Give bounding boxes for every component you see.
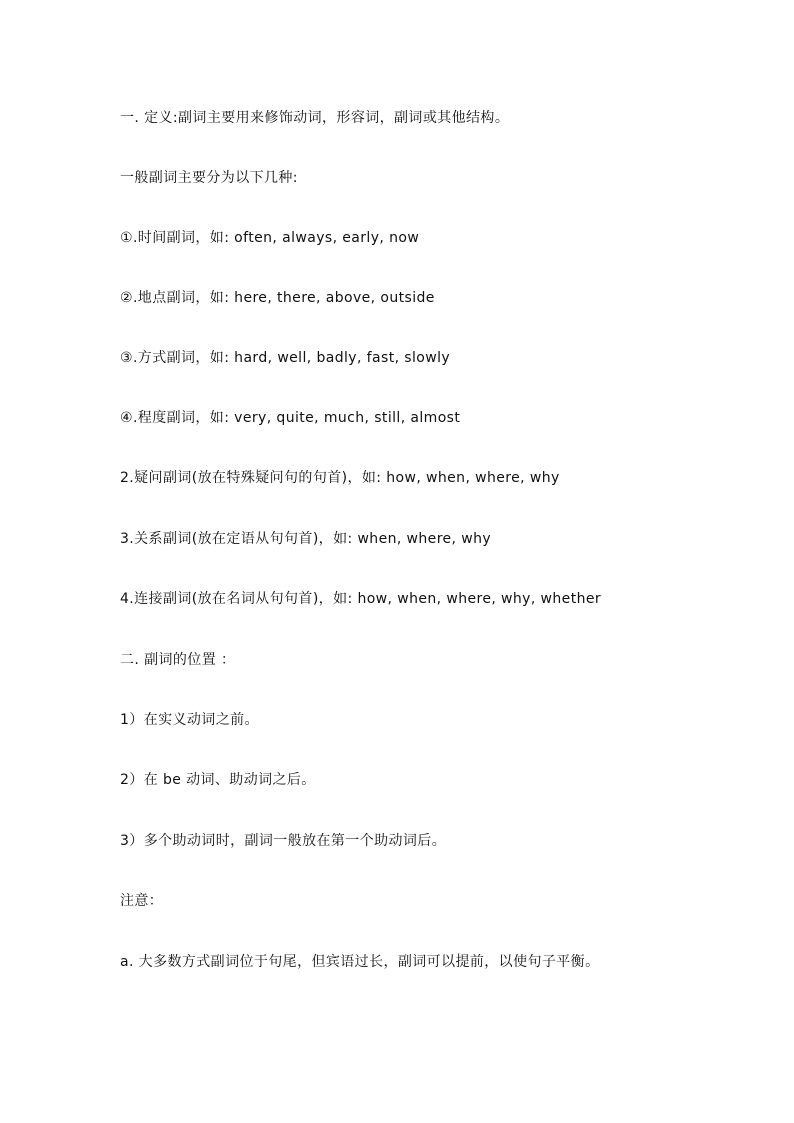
manner-adverb-line: ③.方式副词，如: hard, well, badly, fast, slowly: [120, 350, 451, 366]
position-rule-1: 1）在实义动词之前。: [120, 712, 259, 728]
degree-adverb-line: ④.程度副词，如: very, quite, much, still, almost: [120, 410, 461, 426]
conjunctive-adverb-line: 4.连接副词(放在名词从句句首)，如: how, when, where, why, whether: [120, 591, 602, 607]
position-rule-3: 3）多个助动词时，副词一般放在第一个助动词后。: [120, 833, 447, 849]
note-a-paragraph: a. 大多数方式副词位于句尾，但宾语过长，副词可以提前，以使句子平衡。: [120, 954, 600, 970]
time-adverb-line: ①.时间副词，如: often, always, early, now: [120, 230, 420, 246]
interrogative-adverb-line: 2.疑问副词(放在特殊疑问句的句首)，如: how, when, where, why: [120, 470, 560, 486]
position-rule-2: 2）在 be 动词、助动词之后。: [120, 772, 316, 788]
relative-adverb-line: 3.关系副词(放在定语从句句首)，如: when, where, why: [120, 531, 492, 547]
note-heading: 注意：: [120, 893, 164, 909]
categories-intro: 一般副词主要分为以下几种:: [120, 170, 298, 186]
position-heading: 二. 副词的位置 ：: [120, 652, 236, 668]
definition-line: 一. 定义:副词主要用来修饰动词，形容词，副词或其他结构。: [120, 110, 510, 126]
place-adverb-line: ②.地点副词，如: here, there, above, outside: [120, 290, 435, 306]
